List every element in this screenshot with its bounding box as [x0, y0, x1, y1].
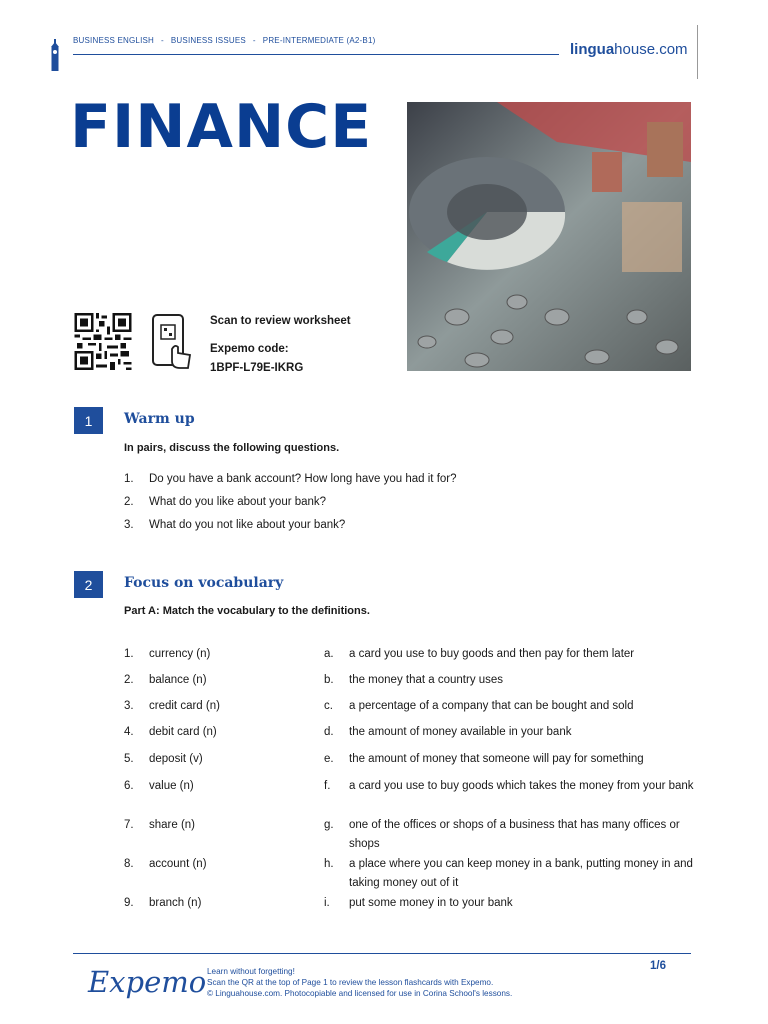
- definition-letter: b.: [324, 674, 334, 686]
- vocab-word: debit card (n): [149, 726, 217, 738]
- word-number: 9.: [124, 897, 134, 909]
- big-ben-icon: [50, 39, 60, 71]
- definition-letter: c.: [324, 700, 333, 712]
- word-number: 7.: [124, 819, 134, 831]
- expemo-code-block: [210, 312, 351, 378]
- logo-bold: lingua: [570, 41, 615, 58]
- section-2-number: 2: [74, 571, 103, 598]
- scan-label: Scan to review worksheet: [210, 315, 351, 327]
- definition-text: one of the offices or shops of a business that has many offices or shops: [349, 819, 680, 850]
- qr-code[interactable]: [73, 313, 133, 370]
- word-number: 4.: [124, 726, 134, 738]
- word-number: 3.: [124, 700, 134, 712]
- definition-text: the amount of money available in your bank: [349, 726, 572, 738]
- word-number: 8.: [124, 858, 134, 870]
- breadcrumb-item[interactable]: BUSINESS ISSUES: [170, 36, 246, 45]
- definition-letter: g.: [324, 819, 334, 831]
- expemo-logo[interactable]: [88, 962, 207, 1004]
- question-text: What do you like about your bank?: [149, 496, 327, 508]
- page-title: FINANCE: [70, 92, 373, 162]
- question-text: Do you have a bank account? How long have you had it for?: [149, 473, 457, 485]
- footer-divider: [73, 953, 691, 954]
- section-1-title: Warm up: [124, 411, 195, 427]
- word-number: 5.: [124, 753, 134, 765]
- definition-text: a place where you can keep money in a bank, putting money in and taking money out of it: [349, 858, 693, 889]
- question-number: 3.: [124, 519, 134, 531]
- phone-scan-icon: [150, 313, 192, 371]
- breadcrumb-item[interactable]: PRE-INTERMEDIATE (A2-B1): [262, 36, 376, 45]
- definition-letter: e.: [324, 753, 334, 765]
- word-number: 2.: [124, 674, 134, 686]
- logo-rest: house.com: [614, 41, 688, 58]
- definition-text: a card you use to buy goods which takes the money from your bank: [349, 780, 694, 792]
- definition-text: the amount of money that someone will pay for something: [349, 753, 644, 765]
- page-number: 1/6: [650, 960, 666, 972]
- breadcrumb: BUSINESS ENGLISH - BUSINESS ISSUES - PRE-INTERMEDIATE (A2-B1): [73, 36, 376, 45]
- footer-text: [207, 966, 512, 999]
- section-1-number: 1: [74, 407, 103, 434]
- section-2-instruction: Part A: Match the vocabulary to the definitions.: [124, 605, 370, 617]
- footer-line-1: Learn without forgetting!: [207, 967, 295, 976]
- vocab-word: currency (n): [149, 648, 211, 660]
- expemo-brand: Expemo: [88, 965, 207, 999]
- finance-hero-image: [407, 102, 691, 371]
- breadcrumb-item[interactable]: BUSINESS ENGLISH: [73, 36, 155, 45]
- definition-text: a card you use to buy goods and then pay for them later: [349, 648, 635, 660]
- definition-text: the money that a country uses: [349, 674, 504, 686]
- footer-line-2: Scan the QR at the top of Page 1 to review the lesson flashcards with Expemo.: [207, 978, 494, 987]
- definition-text: put some money in to your bank: [349, 897, 513, 909]
- vocab-word: share (n): [149, 819, 196, 831]
- definition-letter: f.: [324, 780, 331, 792]
- word-number: 1.: [124, 648, 134, 660]
- code-value: 1BPF-L79E-IKRG: [210, 362, 304, 374]
- warmup-question-list: [124, 470, 624, 540]
- definition-letter: h.: [324, 858, 334, 870]
- word-number: 6.: [124, 780, 134, 792]
- header-vertical-line: [697, 25, 698, 79]
- footer-line-3: © Linguahouse.com. Photocopiable and licensed for use in Corina School's lessons.: [207, 989, 513, 998]
- question-number: 2.: [124, 496, 134, 508]
- section-2-title: Focus on vocabulary: [124, 575, 284, 591]
- vocab-word: balance (n): [149, 674, 207, 686]
- definition-letter: d.: [324, 726, 334, 738]
- definition-text: a percentage of a company that can be bought and sold: [349, 700, 634, 712]
- vocab-word: value (n): [149, 780, 194, 792]
- section-1-instruction: In pairs, discuss the following questions.: [124, 442, 340, 454]
- code-label: Expemo code:: [210, 343, 289, 355]
- header-divider: [73, 54, 559, 55]
- vocab-word: branch (n): [149, 897, 202, 909]
- definition-letter: i.: [324, 897, 330, 909]
- vocab-word: account (n): [149, 858, 207, 870]
- definition-letter: a.: [324, 648, 334, 660]
- vocab-word: credit card (n): [149, 700, 220, 712]
- question-text: What do you not like about your bank?: [149, 519, 346, 531]
- vocab-word: deposit (v): [149, 753, 203, 765]
- question-number: 1.: [124, 473, 134, 485]
- linguahouse-logo[interactable]: [570, 41, 688, 58]
